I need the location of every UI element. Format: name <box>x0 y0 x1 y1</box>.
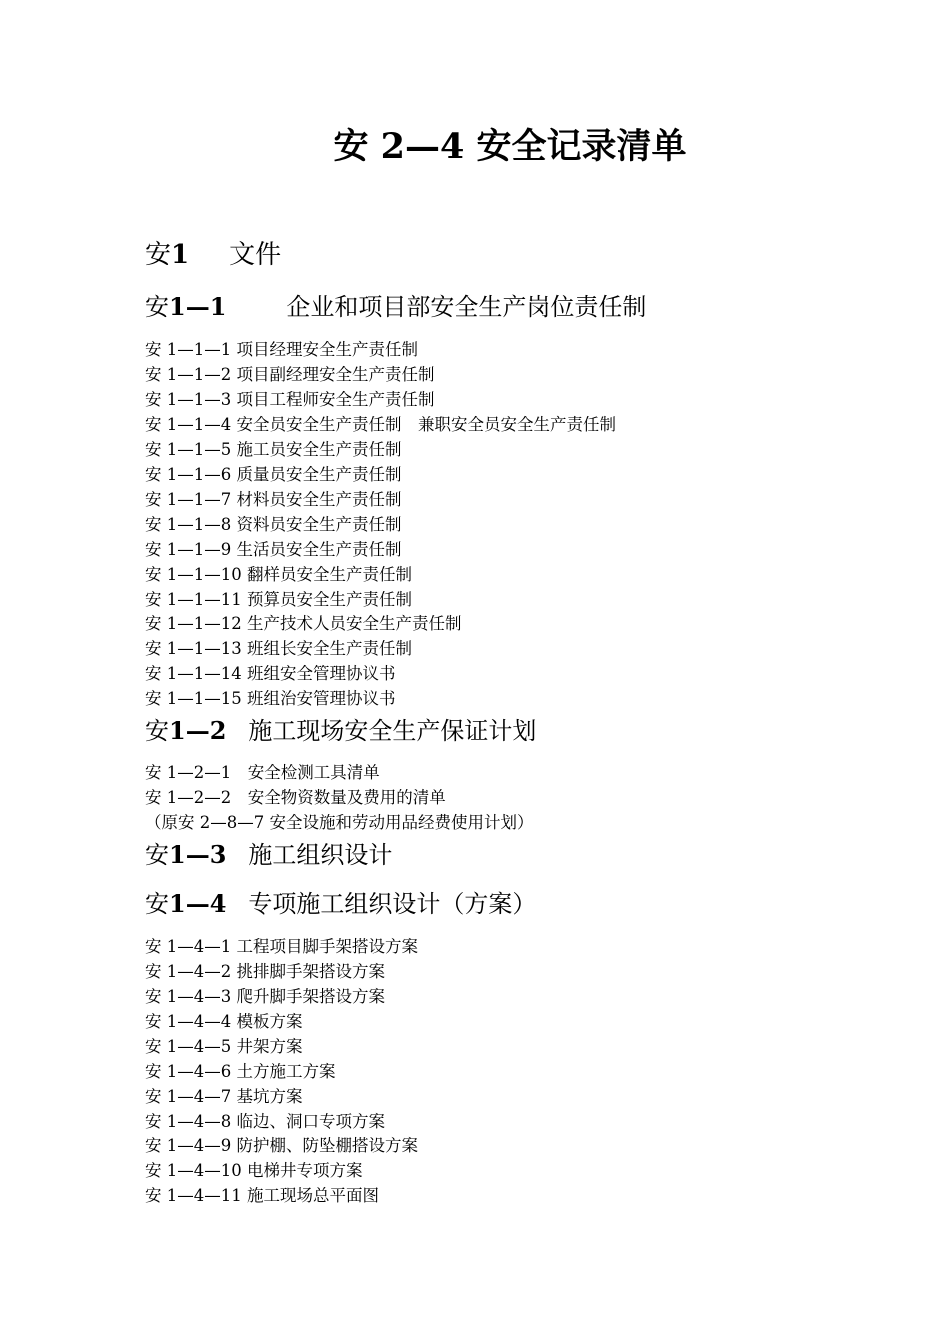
list-item: 安 1—4—5 井架方案 <box>145 1037 303 1056</box>
list-item: 安 1—4—10 电梯井专项方案 <box>145 1161 363 1180</box>
section-text: 文件 <box>229 240 282 270</box>
list-item: 安 1—4—11 施工现场总平面图 <box>145 1186 379 1205</box>
section-heading-an1-1 <box>145 292 646 322</box>
list-item: 安 1—1—2 项目副经理安全生产责任制 <box>145 365 435 384</box>
list-item: 安 1—1—6 质量员安全生产责任制 <box>145 465 402 484</box>
section-heading-an1-4 <box>145 889 536 919</box>
section-code: 1 <box>171 240 190 270</box>
section-code: 1—1 <box>169 292 227 321</box>
title-text: 安全记录清单 <box>476 126 687 167</box>
list-item: 安 1—1—11 预算员安全生产责任制 <box>145 590 412 609</box>
section-prefix: 安 <box>145 841 169 869</box>
list-item: 安 1—1—7 材料员安全生产责任制 <box>145 490 402 509</box>
list-item: 安 1—1—12 生产技术人员安全生产责任制 <box>145 614 462 633</box>
list-item: 安 1—4—9 防护棚、防坠棚搭设方案 <box>145 1136 418 1155</box>
list-item: 安 1—2—1 安全检测工具清单 <box>145 763 380 782</box>
list-item: 安 1—4—6 土方施工方案 <box>145 1062 336 1081</box>
list-item: 安 1—1—8 资料员安全生产责任制 <box>145 515 402 534</box>
section-prefix: 安 <box>145 240 172 270</box>
list-item: （原安 2—8—7 安全设施和劳动用品经费使用计划） <box>145 813 534 832</box>
section-heading-an1 <box>145 239 281 271</box>
list-item: 安 1—4—1 工程项目脚手架搭设方案 <box>145 937 418 956</box>
list-item: 安 1—1—3 项目工程师安全生产责任制 <box>145 390 435 409</box>
list-item: 安 1—1—4 安全员安全生产责任制 兼职安全员安全生产责任制 <box>145 415 616 434</box>
list-item: 安 1—1—14 班组安全管理协议书 <box>145 664 396 683</box>
section-code: 1—3 <box>169 840 227 869</box>
list-item: 安 1—1—10 翻样员安全生产责任制 <box>145 565 412 584</box>
section-heading-an1-3 <box>145 840 392 870</box>
section-text: 施工组织设计 <box>248 841 393 869</box>
list-item: 安 1—4—7 基坑方案 <box>145 1087 303 1106</box>
section-prefix: 安 <box>145 890 169 918</box>
list-item: 安 1—4—2 挑排脚手架搭设方案 <box>145 962 385 981</box>
section-heading-an1-2 <box>145 716 536 746</box>
section-code: 1—4 <box>169 889 227 918</box>
list-item: 安 1—4—4 模板方案 <box>145 1012 303 1031</box>
list-item: 安 1—1—15 班组治安管理协议书 <box>145 689 396 708</box>
section-prefix: 安 <box>145 293 169 321</box>
section-code: 1—2 <box>169 716 227 745</box>
section-text: 专项施工组织设计（方案） <box>248 890 537 918</box>
list-item: 安 1—1—13 班组长安全生产责任制 <box>145 639 412 658</box>
title-code: 2—4 <box>380 126 465 167</box>
page-title <box>0 122 950 172</box>
list-item: 安 1—1—1 项目经理安全生产责任制 <box>145 340 418 359</box>
list-item: 安 1—2—2 安全物资数量及费用的清单 <box>145 788 446 807</box>
list-item: 安 1—1—9 生活员安全生产责任制 <box>145 540 402 559</box>
list-item: 安 1—4—8 临边、洞口专项方案 <box>145 1112 385 1131</box>
section-text: 企业和项目部安全生产岗位责任制 <box>286 293 647 321</box>
section-prefix: 安 <box>145 717 169 745</box>
section-text: 施工现场安全生产保证计划 <box>248 717 537 745</box>
title-prefix: 安 <box>333 126 369 167</box>
list-item: 安 1—1—5 施工员安全生产责任制 <box>145 440 402 459</box>
list-item: 安 1—4—3 爬升脚手架搭设方案 <box>145 987 385 1006</box>
